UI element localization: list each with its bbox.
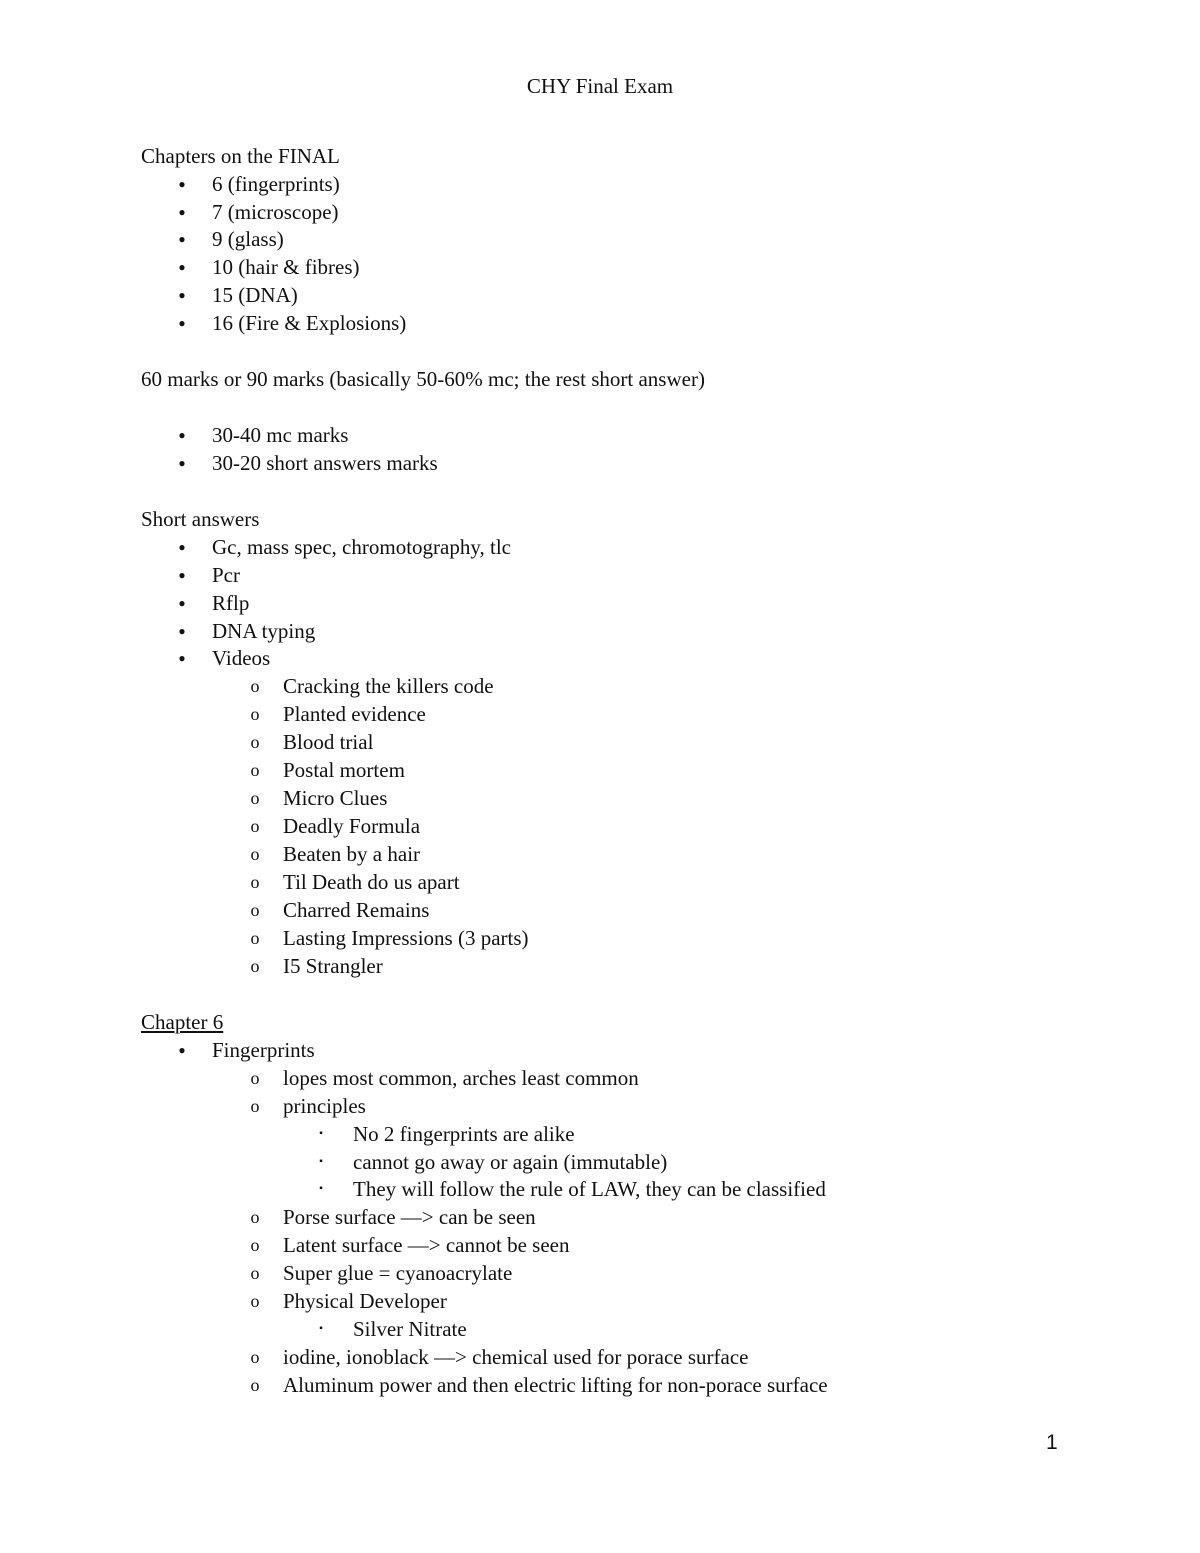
list-item: o Til Death do us apart [250, 870, 460, 894]
list-item: ▪ They will follow the rule of LAW, they can be classified [0, 1175, 1100, 1203]
bullet-icon: ● [178, 624, 186, 638]
bullet-icon: ● [178, 288, 186, 302]
list-item: ● 16 (Fire & Explosions) [178, 311, 407, 335]
bullet-icon: ● [178, 456, 186, 470]
circle-bullet-icon: o [250, 704, 260, 724]
list-item: ● Gc, mass spec, chromotography, tlc [178, 535, 511, 559]
list-item: o Blood trial [250, 730, 374, 754]
section-heading-short-answers: Short answers [141, 507, 260, 531]
list-item: o Deadly Formula [250, 814, 421, 838]
list-item: o Aluminum power and then electric lifting for non-porace surface [250, 1373, 828, 1397]
list-item: ● 10 (hair & fibres) [178, 255, 360, 279]
circle-bullet-icon: o [250, 1235, 260, 1255]
circle-bullet-icon: o [250, 1347, 260, 1367]
bullet-icon: ● [178, 1043, 186, 1057]
list-item: ● Fingerprints [178, 1038, 315, 1062]
circle-bullet-icon: o [250, 1207, 260, 1227]
list-item: ● Pcr [178, 563, 240, 587]
square-bullet-icon: ▪ [319, 1128, 323, 1139]
circle-bullet-icon: o [250, 1375, 260, 1395]
list-item: ● 6 (fingerprints) [178, 172, 340, 196]
list-item: ▪ Silver Nitrate [0, 1315, 1100, 1343]
list-item: o Postal mortem [250, 758, 405, 782]
circle-bullet-icon: o [250, 928, 260, 948]
circle-bullet-icon: o [250, 676, 260, 696]
list-item: o principles [250, 1094, 366, 1118]
bullet-icon: ● [178, 232, 186, 246]
list-item: ● Videos [178, 646, 271, 670]
bullet-icon: ● [178, 205, 186, 219]
circle-bullet-icon: o [250, 732, 260, 752]
list-item: o iodine, ionoblack —> chemical used for porace surface [250, 1345, 749, 1369]
list-item: o Porse surface —> can be seen [250, 1205, 536, 1229]
section-heading-chapters: Chapters on the FINAL [141, 144, 340, 168]
circle-bullet-icon: o [250, 900, 260, 920]
list-item: o Latent surface —> cannot be seen [250, 1233, 570, 1257]
list-item: ● DNA typing [178, 619, 316, 643]
bullet-icon: ● [178, 568, 186, 582]
list-item: o Lasting Impressions (3 parts) [250, 926, 529, 950]
marks-summary: 60 marks or 90 marks (basically 50-60% mc; the rest short answer) [141, 367, 705, 391]
circle-bullet-icon: o [250, 872, 260, 892]
circle-bullet-icon: o [250, 816, 260, 836]
list-item: o Physical Developer [250, 1289, 447, 1313]
circle-bullet-icon: o [250, 844, 260, 864]
bullet-icon: ● [178, 316, 186, 330]
circle-bullet-icon: o [250, 1068, 260, 1088]
bullet-icon: ● [178, 177, 186, 191]
square-bullet-icon: ▪ [319, 1183, 323, 1194]
circle-bullet-icon: o [250, 1263, 260, 1283]
circle-bullet-icon: o [250, 1096, 260, 1116]
list-item: ● 15 (DNA) [178, 283, 298, 307]
circle-bullet-icon: o [250, 788, 260, 808]
circle-bullet-icon: o [250, 1291, 260, 1311]
list-item: ● 30-40 mc marks [178, 423, 349, 447]
list-item: o Beaten by a hair [250, 842, 421, 866]
list-item: o Cracking the killers code [250, 674, 494, 698]
list-item: ● 7 (microscope) [178, 200, 339, 224]
list-item: ● 9 (glass) [178, 227, 284, 251]
bullet-icon: ● [178, 540, 186, 554]
list-item: o I5 Strangler [250, 954, 383, 978]
list-item: o Planted evidence [250, 702, 426, 726]
square-bullet-icon: ▪ [319, 1323, 323, 1334]
list-item: ● 30-20 short answers marks [178, 451, 438, 475]
square-bullet-icon: ▪ [319, 1156, 323, 1167]
list-item: o lopes most common, arches least common [250, 1066, 639, 1090]
list-item: o Micro Clues [250, 786, 388, 810]
list-item: o Super glue = cyanoacrylate [250, 1261, 513, 1285]
list-item: o Charred Remains [250, 898, 430, 922]
document-title: CHY Final Exam [526, 74, 674, 98]
section-heading-chapter-6: Chapter 6 [141, 1010, 224, 1034]
circle-bullet-icon: o [250, 956, 260, 976]
list-item: ● Rflp [178, 591, 250, 615]
bullet-icon: ● [178, 260, 186, 274]
circle-bullet-icon: o [250, 760, 260, 780]
bullet-icon: ● [178, 651, 186, 665]
list-item: ▪ cannot go away or again (immutable) [0, 1148, 1100, 1176]
bullet-icon: ● [178, 596, 186, 610]
page-number: 1 [1046, 1431, 1058, 1454]
list-item: ▪ No 2 fingerprints are alike [0, 1120, 1100, 1148]
bullet-icon: ● [178, 428, 186, 442]
